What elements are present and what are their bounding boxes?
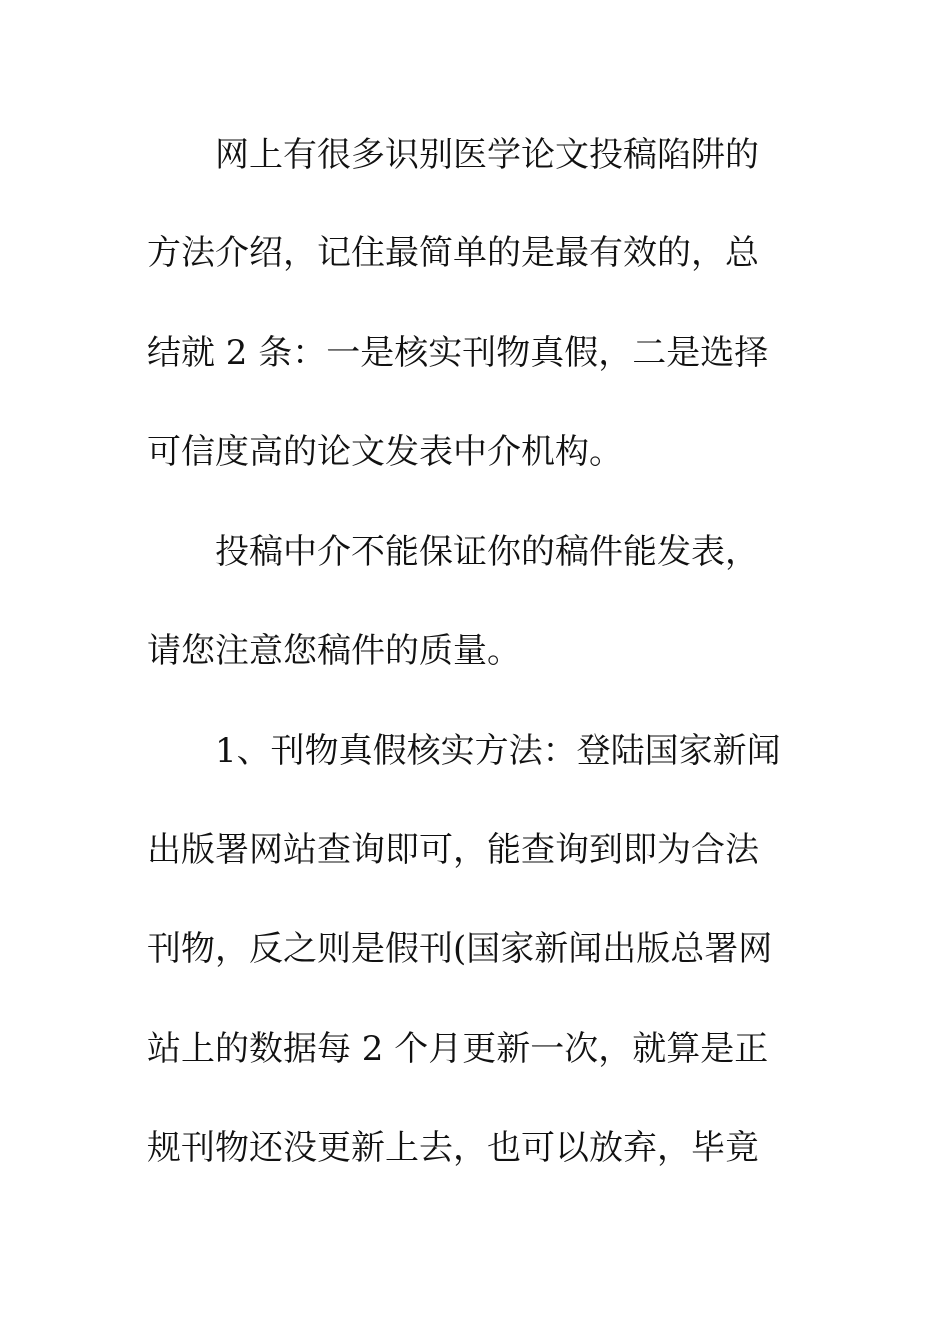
paragraph-3-line-1: 1、刊物真假核实方法：登陆国家新闻 — [215, 731, 781, 771]
paragraph-3-line-5: 规刊物还没更新上去，也可以放弃，毕竟 — [147, 1128, 759, 1168]
paragraph-2-line-1: 投稿中介不能保证你的稿件能发表， — [215, 532, 759, 572]
paragraph-2-line-2: 请您注意您稿件的质量。 — [147, 631, 521, 671]
paragraph-3-line-4: 站上的数据每 2 个月更新一次，就算是正 — [147, 1029, 769, 1069]
paragraph-3-line-3: 刊物，反之则是假刊(国家新闻出版总署网 — [147, 929, 773, 969]
paragraph-3-line-2: 出版署网站查询即可，能查询到即为合法 — [147, 830, 759, 870]
paragraph-1-line-2: 方法介绍，记住最简单的是最有效的，总 — [147, 233, 759, 273]
paragraph-1-line-1: 网上有很多识别医学论文投稿陷阱的 — [215, 135, 759, 175]
paragraph-1-line-3: 结就 2 条：一是核实刊物真假，二是选择 — [147, 333, 769, 373]
paragraph-1-line-4: 可信度高的论文发表中介机构。 — [147, 432, 623, 472]
